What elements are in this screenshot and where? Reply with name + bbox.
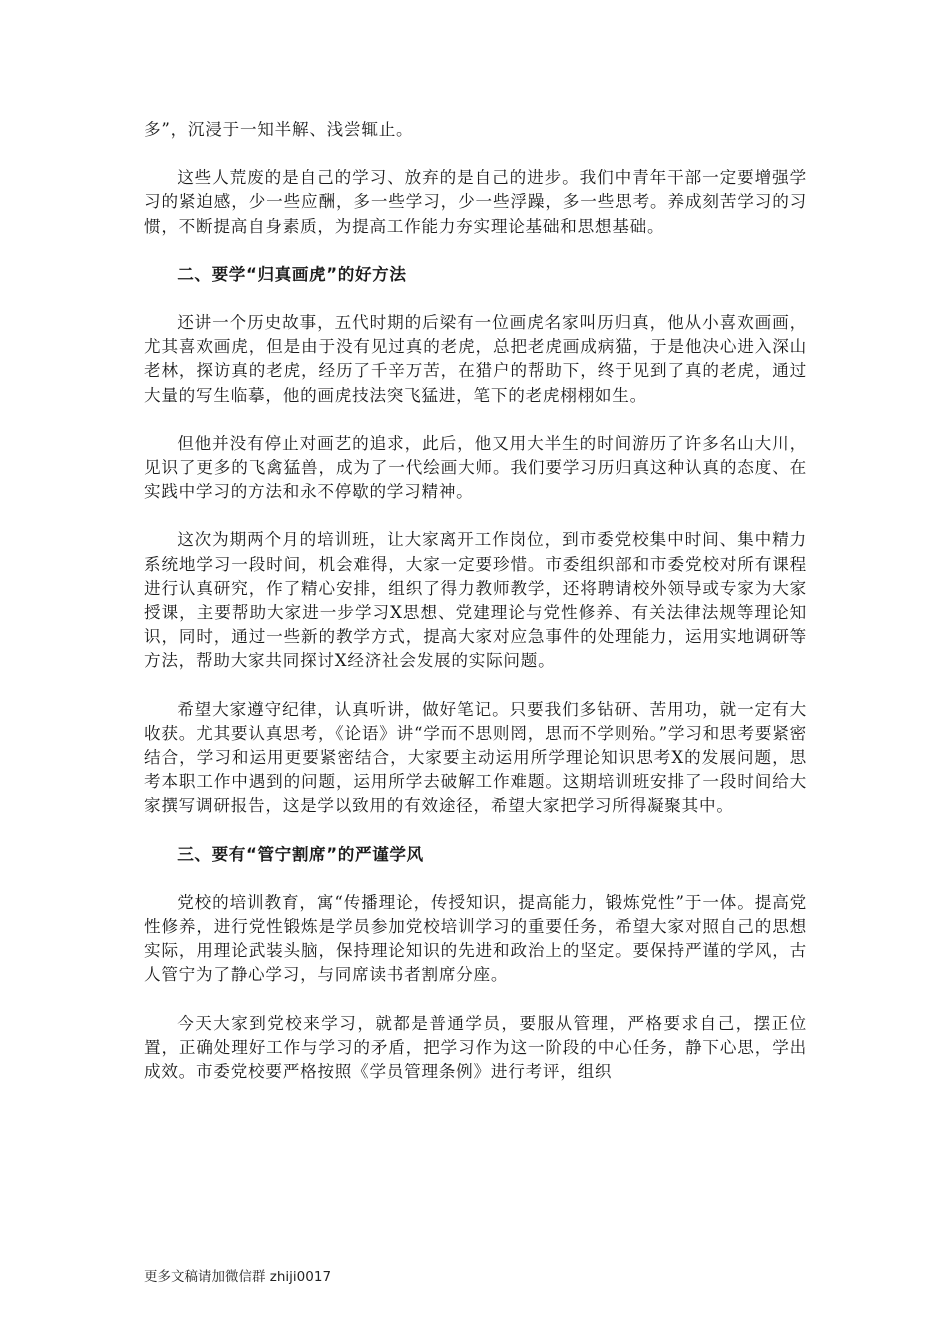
paragraph-continuation: 多”，沉浸于一知半解、浅尝辄止。	[144, 120, 414, 139]
section-heading-3: 三、要有“管宁割席”的严谨学风	[177, 844, 424, 864]
paragraph: 还讲一个历史故事，五代时期的后梁有一位画虎名家叫历归真，他从小喜欢画画，尤其喜欢画虎，但是由于没有见过真的老虎，总把老虎画成病猫，于是他决心进入深山老林，探访真的老虎，经历了千辛万苦，在猎户的帮助下，终于见到了真的老虎，通过大量的写生临摹，他的画虎技法突飞猛进，笔下的老虎栩栩如生。	[144, 313, 807, 405]
paragraph: 党校的培训教育，寓“传播理论，传授知识，提高能力，锻炼党性”于一体。提高党性修养，进行党性锻炼是学员参加党校培训学习的重要任务，希望大家对照自己的思想实际，用理论武装头脑，保持理论知识的先进和政治上的坚定。要保持严谨的学风，古人管宁为了静心学习，与同席读书者割席分座。	[144, 892, 807, 985]
footer-note: 更多文稿请加微信群 zhiji0017	[144, 1269, 332, 1285]
paragraph: 但他并没有停止对画艺的追求，此后，他又用大半生的时间游历了许多名山大川，见识了更多的飞禽猛兽，成为了一代绘画大师。我们要学习历归真这种认真的态度、在实践中学习的方法和永不停歇的学习精神。	[144, 433, 807, 502]
paragraph: 这次为期两个月的培训班，让大家离开工作岗位，到市委党校集中时间、集中精力系统地学习一段时间，机会难得，大家一定要珍惜。市委组织部和市委党校对所有课程进行认真研究，作了精心安排，组织了得力教师教学，还将聘请校外领导或专家为大家授课，主要帮助大家进一步学习X思想、党建理论与党性修养、有关法律法规等理论知识，同时，通过一些新的教学方式，提高大家对应急事件的处理能力，运用实地调研等方法，帮助大家共同探讨X经济社会发展的实际问题。	[144, 530, 807, 671]
document-body	[144, 118, 807, 1084]
paragraph: 希望大家遵守纪律，认真听讲，做好笔记。只要我们多钻研、苦用功，就一定有大收获。尤其要认真思考，《论语》讲“学而不思则罔，思而不学则殆。”学习和思考要紧密结合，学习和运用更要紧密结合，大家要主动运用所学理论知识思考X的发展问题，思考本职工作中遇到的问题，运用所学去破解工作难题。这期培训班安排了一段时间给大家撰写调研报告，这是学以致用的有效途径，希望大家把学习所得凝聚其中。	[144, 699, 807, 816]
section-heading-2: 二、要学“归真画虎”的好方法	[177, 264, 407, 284]
paragraph: 这些人荒废的是自己的学习、放弃的是自己的进步。我们中青年干部一定要增强学习的紧迫感，少一些应酬，多一些学习，少一些浮躁，多一些思考。养成刻苦学习的习惯，不断提高自身素质，为提高工作能力夯实理论基础和思想基础。	[144, 168, 807, 236]
paragraph: 今天大家到党校来学习，就都是普通学员，要服从管理，严格要求自己，摆正位置，正确处理好工作与学习的矛盾，把学习作为这一阶段的中心任务，静下心思，学出成效。市委党校要严格按照《学员管理条例》进行考评，组织	[144, 1013, 807, 1082]
